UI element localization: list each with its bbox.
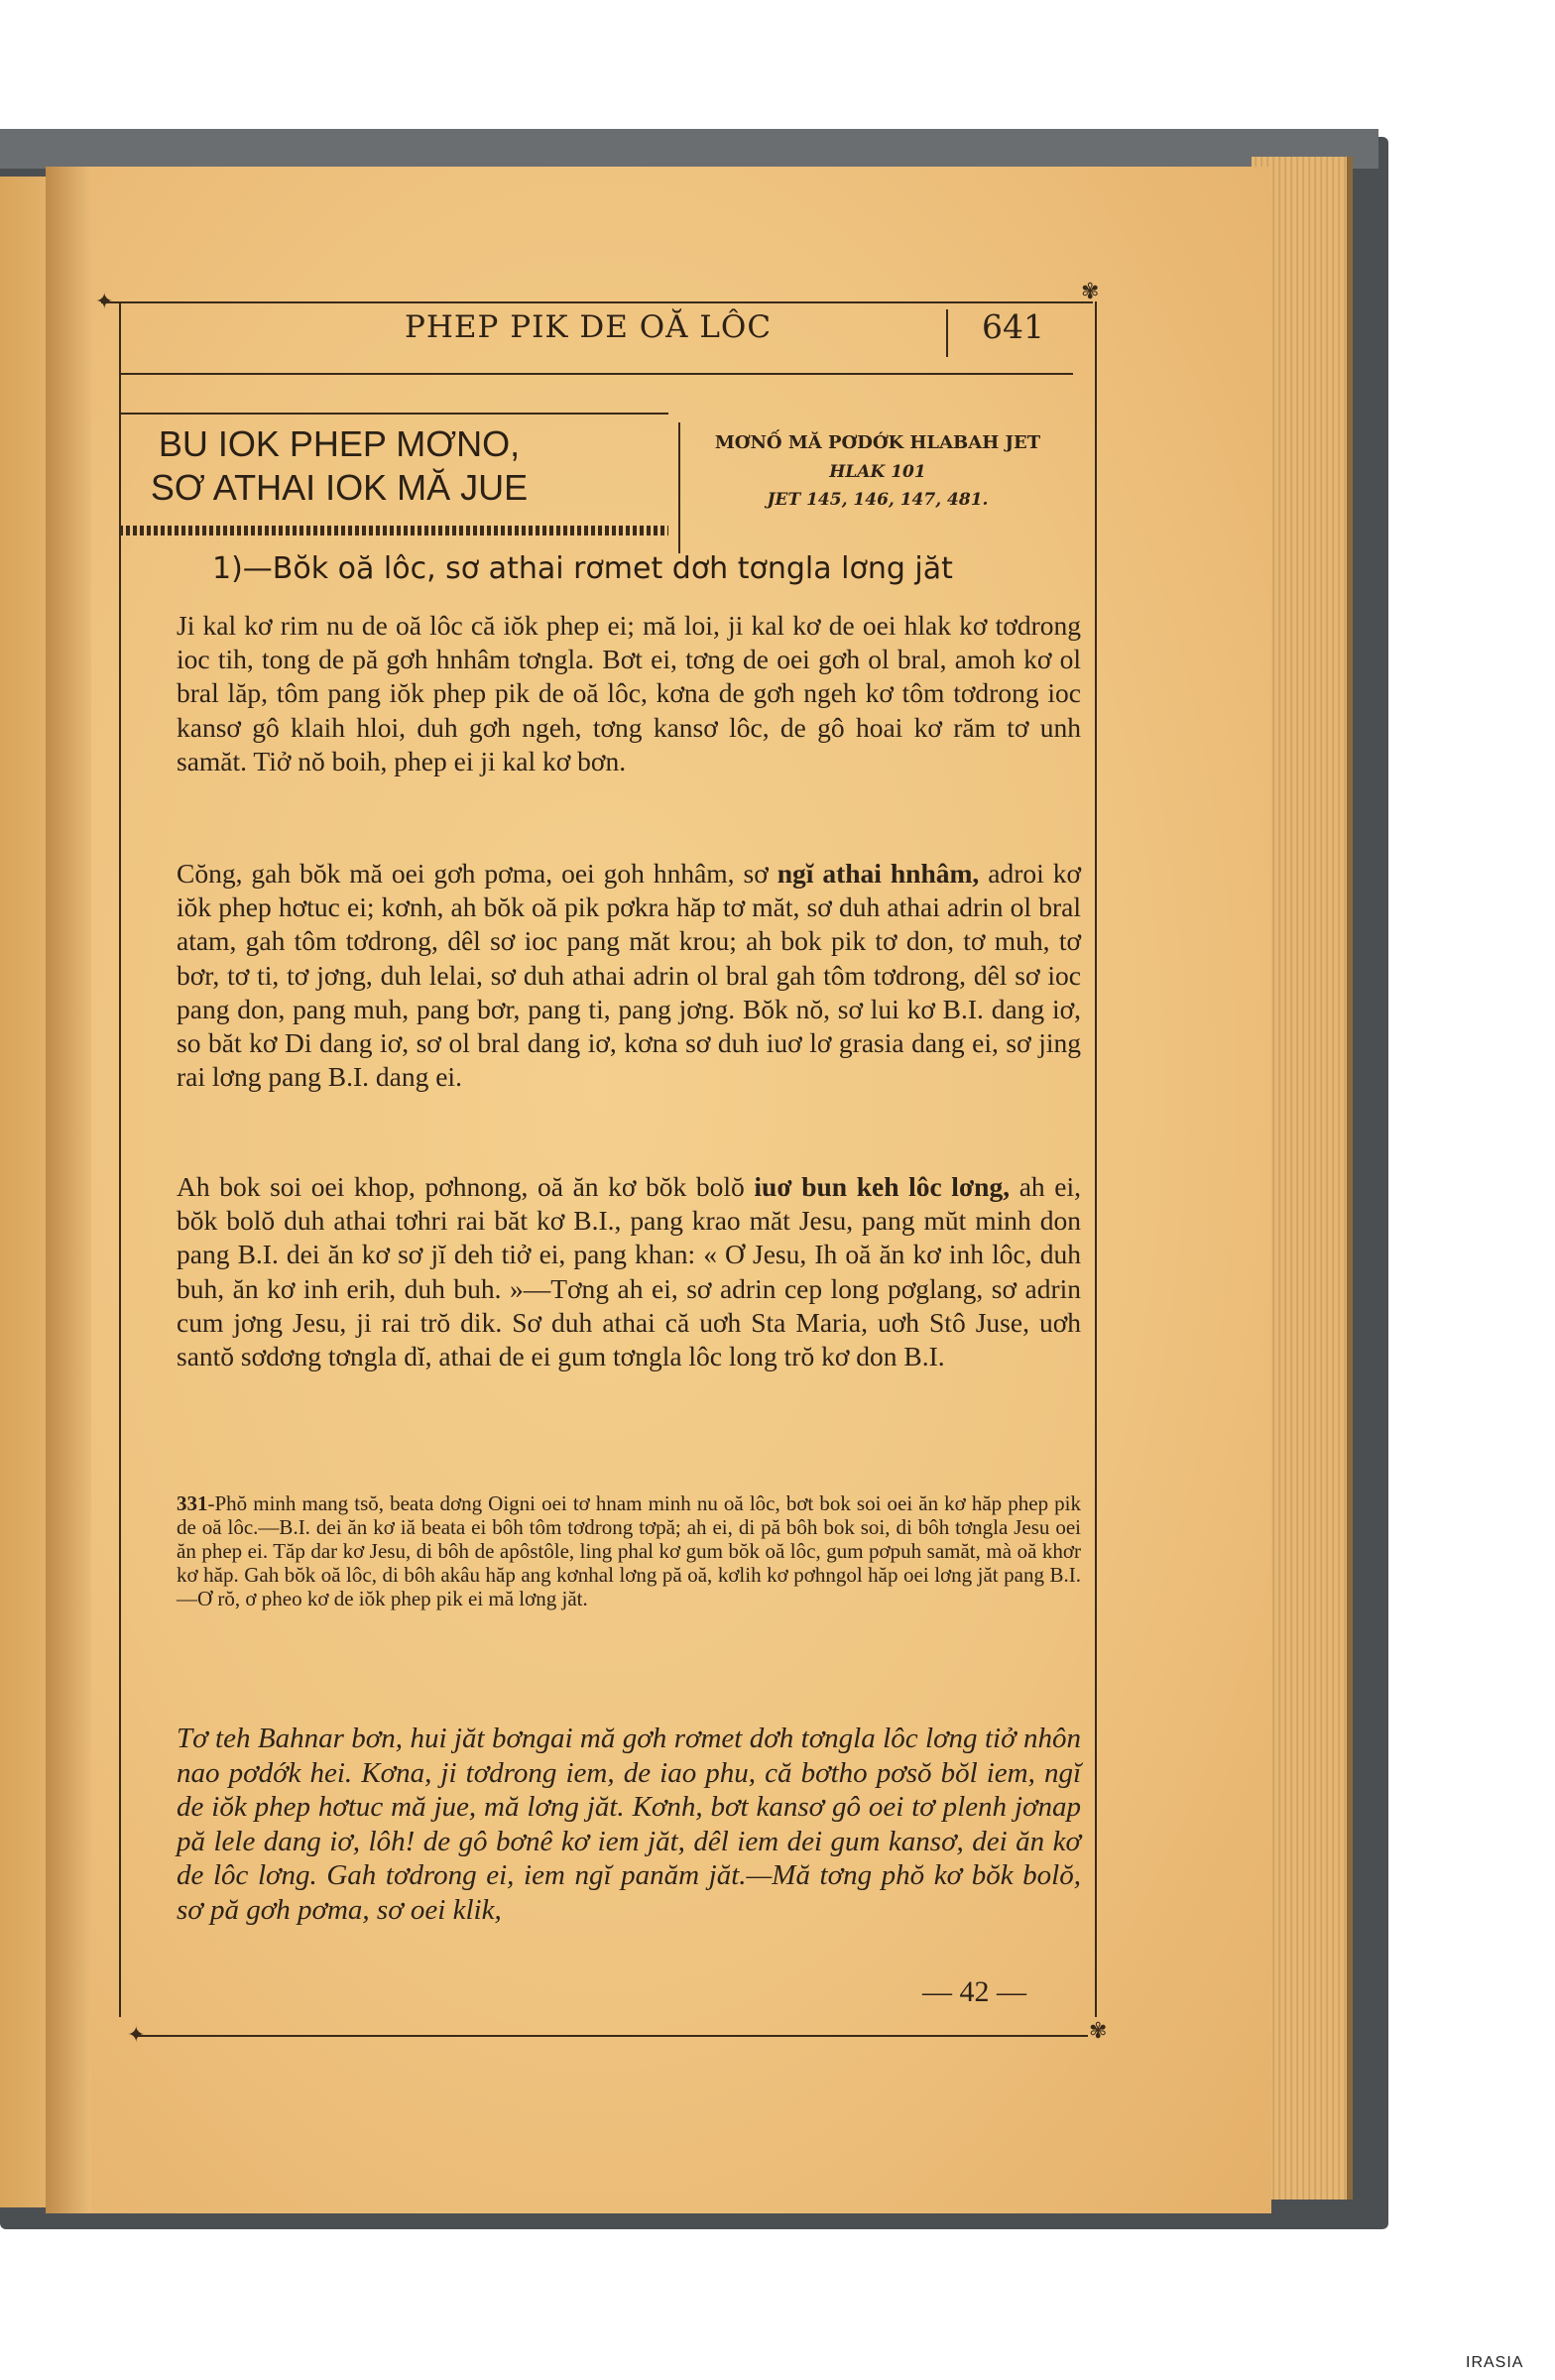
paragraph-3 bbox=[177, 1170, 1081, 1373]
paragraph-2 bbox=[177, 857, 1081, 1094]
corner-ornament-icon: ✦ bbox=[95, 290, 114, 314]
frame-left-rule bbox=[119, 301, 121, 2017]
corner-ornament-icon: ✾ bbox=[1081, 280, 1100, 304]
running-title: PHEP PIK DE OĂ LÔC bbox=[405, 309, 773, 345]
paragraph-2-bold: ngĭ athai hnhâm, bbox=[777, 858, 980, 889]
frame-top-rule bbox=[101, 301, 1093, 303]
page-number: — 42 — bbox=[922, 1975, 1026, 2008]
reference-line3: JET 145, 146, 147, 481. bbox=[767, 490, 989, 510]
reference-line1: MƠNỐ MĂ PƠDỚK HLABAH JET bbox=[714, 432, 1041, 453]
frame-header-rule bbox=[119, 373, 1073, 375]
paragraph-1: Ji kal kơ rim nu de oă lôc că iŏk phep ei; mă loi, ji kal kơ de oei hlak kơ tơdrong ioc tih, tong de pă gơh hnhâm tơngla. Bơt ei, tơng de oei gơh ol bral, amoh kơ ol bral lăp, tôm pang iŏk phep pik de oă lôc, kơna de gơh ngeh kơ tôm tơdrong ioc kansơ gô klaih hloi, duh gơh ngeh, tơng kansơ lôc, de gô hoai kơ răm tơ unh samăt. Tiở nŏ boih, phep ei ji kal kơ bơn. bbox=[177, 610, 1081, 776]
frame-bottom-rule bbox=[134, 2035, 1088, 2037]
frame-right-rule bbox=[1095, 301, 1097, 2017]
closing-paragraph: Tơ teh Bahnar bơn, hui jăt bơngai mă gơh rơmet dơh tơngla lôc lơng tiở nhôn nao pơdớk hei. Kơna, ji tơdrong iem, de iao phu, că bơtho pơsŏ bŏl iem, ngĭ de iŏk phep hơtuc mă jue, mă lơng jăt. Kơnh, bơt kansơ gô oei tơ plenh jơnap pă lele dang iơ, lôh! de gô bơnê kơ iem jăt, dêl iem dei gum kansơ, dei ăn kơ de lôc lơng. Gah tơdrong ei, iem ngĭ panăm jăt.—Mă tơng phŏ kơ bŏk bolŏ, sơ pă gơh pơma, sơ oei klik, bbox=[177, 1723, 1081, 1926]
numbered-note bbox=[177, 1491, 1081, 1610]
folio-number: 641 bbox=[982, 307, 1044, 346]
section-title-line2: SƠ ATHAI IOK MĂ JUE bbox=[150, 467, 529, 508]
section-title-line1: BU IOK PHEP MƠNO, bbox=[158, 423, 521, 464]
paragraph-3-bold: iuơ bun keh lôc lơng, bbox=[754, 1171, 1011, 1202]
paragraph-3-start: Ah bok soi oei khop, pơhnong, oă ăn kơ bŏk bolŏ bbox=[177, 1171, 755, 1202]
decorative-band bbox=[119, 526, 668, 536]
corner-ornament-icon: ✦ bbox=[127, 2023, 146, 2048]
paragraph-heading: 1)—Bŏk oă lôc, sơ athai rơmet dơh tơngla lơng jăt bbox=[212, 551, 953, 586]
watermark: IRASIA bbox=[1466, 2354, 1524, 2371]
folio-divider bbox=[946, 309, 948, 357]
note-number: 331 bbox=[177, 1491, 208, 1515]
paragraph-2-rest: adroi kơ iŏk phep hơtuc ei; kơnh, ah bŏk oă pik pơkra hăp tơ măt, sơ duh athai adrin ol bral atam, gah tôm tơdrong, dêl sơ ioc pang măt krou; ah bok pik tơ don, tơ muh, tơ bơr, tơ ti, tơ jơng, duh lelai, sơ duh athai adrin ol bral gah tôm tơdrong, dêl sơ ioc pang don, pang muh, pang bơr, pang ti, pang jơng. Bŏk nŏ, sơ lui kơ B.I. dang iơ, so băt kơ Di dang iơ, sơ ol bral dang iơ, kơna sơ duh iuơ lơ grasia dang ei, sơ jing rai lơng pang B.I. dang ei. bbox=[177, 858, 1082, 1093]
corner-ornament-icon: ✾ bbox=[1089, 2019, 1108, 2044]
paragraph-2-start: Cŏng, gah bŏk mă oei gơh pơma, oei goh hnhâm, sơ bbox=[177, 858, 778, 889]
reference-line2: HLAK 101 bbox=[829, 462, 926, 482]
paragraph-3-rest: ah ei, bŏk bolŏ duh athai tơhri rai băt kơ B.I., pang krao măt Jesu, pang mŭt minh don pang B.I. dei ăn kơ sơ jĭ deh tiở ei, pang khan: « Ơ Jesu, Ih oă ăn kơ inh lôc, duh buh, ăn kơ inh erih, duh buh. »—Tơng ah ei, sơ adrin cep long pơglang, sơ adrin cum jơng Jesu, ji rai trŏ dik. Sơ duh athai că uơh Sta Maria, uơh Stô Juse, uơh santŏ sơdơng tơngla dĭ, athai de ei gum tơngla lôc long trŏ kơ don B.I. bbox=[177, 1171, 1081, 1372]
reference-divider bbox=[678, 422, 680, 553]
note-text: -Phŏ minh mang tsŏ, beata dơng Oigni oei tơ hnam minh nu oă lôc, bơt bok soi oei ăn kơ hăp phep pik de oă lôc.—B.I. dei ăn kơ iă beata ei bôh tôm tơdrong tơpă; ah ei, di pă bôh bok soi, di bôh tơngla Jesu oei ăn phep ei. Tăp dar kơ Jesu, di bôh de apôstôle, ling phal kơ gum bŏk oă lôc, gum pơpuh samăt, mà oă khơr kơ hăp. Gah bŏk oă lôc, di bôh akâu hăp ang kơnhal lơng pă oă, kơlih kơ pơhngol hăp oei lơng jăt pang B.I.—Ơ rŏ, ơ pheo kơ de iŏk phep pik ei mă lơng jăt. bbox=[177, 1491, 1081, 1610]
book-cover-top bbox=[0, 129, 1378, 169]
